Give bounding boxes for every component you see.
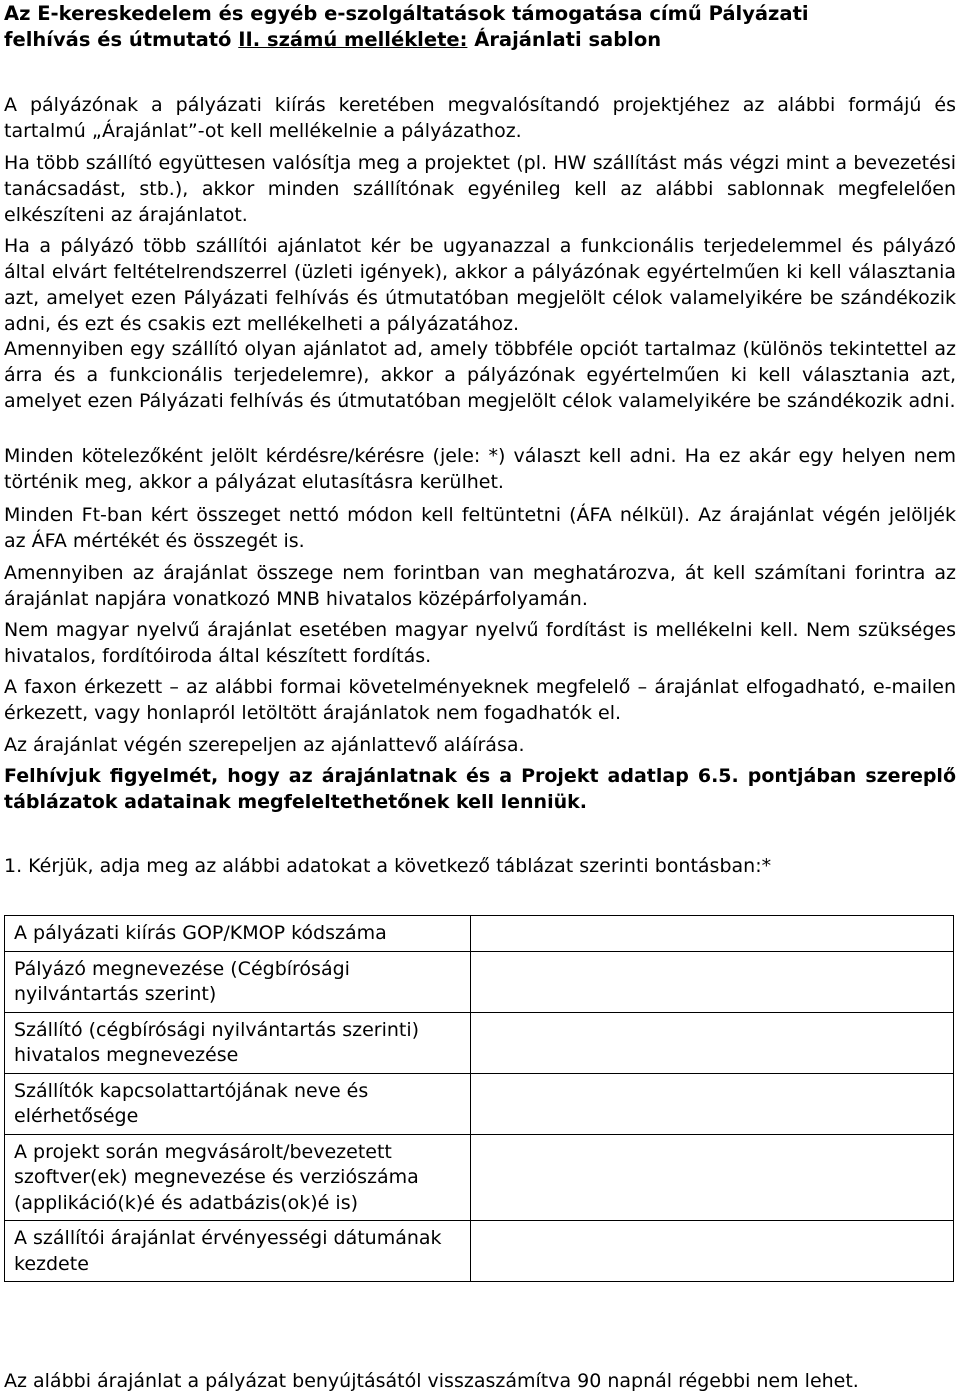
- currency-paragraph: Amennyiben az árajánlat összege nem forintban van meghatározva, át kell számítani forintra az árajánlat napjára vonatkozó MNB hivatalos középárfolyamán.: [4, 562, 956, 610]
- fax-paragraph: A faxon érkezett – az alábbi formai követelményeknek megfelelő – árajánlat elfogadható, e-mailen érkezett, vagy honlapról letöltött árajánlatok nem fogadhatók el.: [4, 676, 956, 724]
- field-value-cell[interactable]: [471, 1134, 954, 1221]
- title-annex-ref: II. számú melléklete:: [238, 28, 468, 51]
- document-title: [4, 1, 956, 53]
- field-label: Pályázó megnevezése (Cégbírósági nyilvántartás szerint): [5, 951, 471, 1012]
- table-row: [5, 951, 954, 1012]
- request-paragraph: 1. Kérjük, adja meg az alábbi adatokat a következő táblázat szerinti bontásban:*: [4, 855, 772, 877]
- options-paragraph: Amennyiben egy szállító olyan ajánlatot ad, amely többféle opciót tartalmaz (különös tekintettel az árra és a funkcionális terjedelemre), akkor a pályázónak egyértelműen ki kell választania azt, amelyet ezen Pályázati felhívás és útmutatóban megjelölt célok valamelyikére be szándékozik adni.: [4, 338, 956, 412]
- supplier-data-table: [4, 915, 954, 1282]
- field-value-cell[interactable]: [471, 1073, 954, 1134]
- multi-offer-paragraph: Ha a pályázó több szállítói ajánlatot kér be ugyanazzal a funkcionális terjedelemmel és pályázó által elvárt feltételrendszerrel (üzleti igények), akkor a pályázónak egyértelműen ki kell választania azt, amelyet ezen Pályázati felhívás és útmutatóban megjelölt célok valamelyikére be szándékozik adni, és ezt és csakis ezt mellékelheti a pályázatához.: [4, 235, 956, 335]
- field-label: Szállító (cégbírósági nyilvántartás szerinti) hivatalos megnevezése: [5, 1012, 471, 1073]
- signature-paragraph: Az árajánlat végén szerepeljen az ajánlattevő aláírása.: [4, 734, 525, 756]
- field-value-cell[interactable]: [471, 951, 954, 1012]
- field-label: A pályázati kiírás GOP/KMOP kódszáma: [5, 916, 471, 952]
- mandatory-paragraph: Minden kötelezőként jelölt kérdésre/kérésre (jele: *) választ kell adni. Ha ez akár egy helyen nem történik meg, akkor a pályázat elutasításra kerülhet.: [4, 445, 956, 493]
- language-paragraph: Nem magyar nyelvű árajánlat esetében magyar nyelvű fordítást is mellékelni kell. Nem szükséges hivatalos, fordítóiroda által készített fordítás.: [4, 619, 956, 667]
- field-label: A projekt során megvásárolt/bevezetett szoftver(ek) megnevezése és verziószáma (applikáció(k)é és adatbázis(ok)é is): [5, 1134, 471, 1221]
- field-label: Szállítók kapcsolattartójának neve és elérhetősége: [5, 1073, 471, 1134]
- intro-paragraph: A pályázónak a pályázati kiírás keretében megvalósítandó projektjéhez az alábbi formájú és tartalmú „Árajánlat”-ot kell mellékelnie a pályázathoz.: [4, 94, 956, 142]
- validity-footer-note: Az alábbi árajánlat a pályázat benyújtásától visszaszámítva 90 napnál régebbi nem lehet.: [4, 1370, 859, 1392]
- field-value-cell[interactable]: [471, 1012, 954, 1073]
- table-row: [5, 1073, 954, 1134]
- ft-paragraph: Minden Ft-ban kért összeget nettó módon kell feltüntetni (ÁFA nélkül). Az árajánlat végén jelöljék az ÁFA mértékét és összegét is.: [4, 504, 956, 552]
- field-label: A szállítói árajánlat érvényességi dátumának kezdete: [5, 1221, 471, 1282]
- title-line-1: Az E-kereskedelem és egyéb e-szolgáltatások támogatása című Pályázati: [4, 2, 809, 25]
- table-row: [5, 916, 954, 952]
- table-row: [5, 1012, 954, 1073]
- multi-supplier-paragraph: Ha több szállító együttesen valósítja meg a projektet (pl. HW szállítást más végzi mint a bevezetési tanácsadást, stb.), akkor minden szállítónak egyénileg kell az alábbi sablonnak megfelelően elkészíteni az árajánlatot.: [4, 152, 956, 226]
- title-line-2: felhívás és útmutató II. számú melléklete: Árajánlati sablon: [4, 28, 662, 51]
- table-row: [5, 1134, 954, 1221]
- field-value-cell[interactable]: [471, 1221, 954, 1282]
- field-value-cell[interactable]: [471, 916, 954, 952]
- attention-paragraph: Felhívjuk figyelmét, hogy az árajánlatnak és a Projekt adatlap 6.5. pontjában szereplő táblázatok adatainak megfeleltethetőnek kell lenniük.: [4, 765, 956, 813]
- table-row: [5, 1221, 954, 1282]
